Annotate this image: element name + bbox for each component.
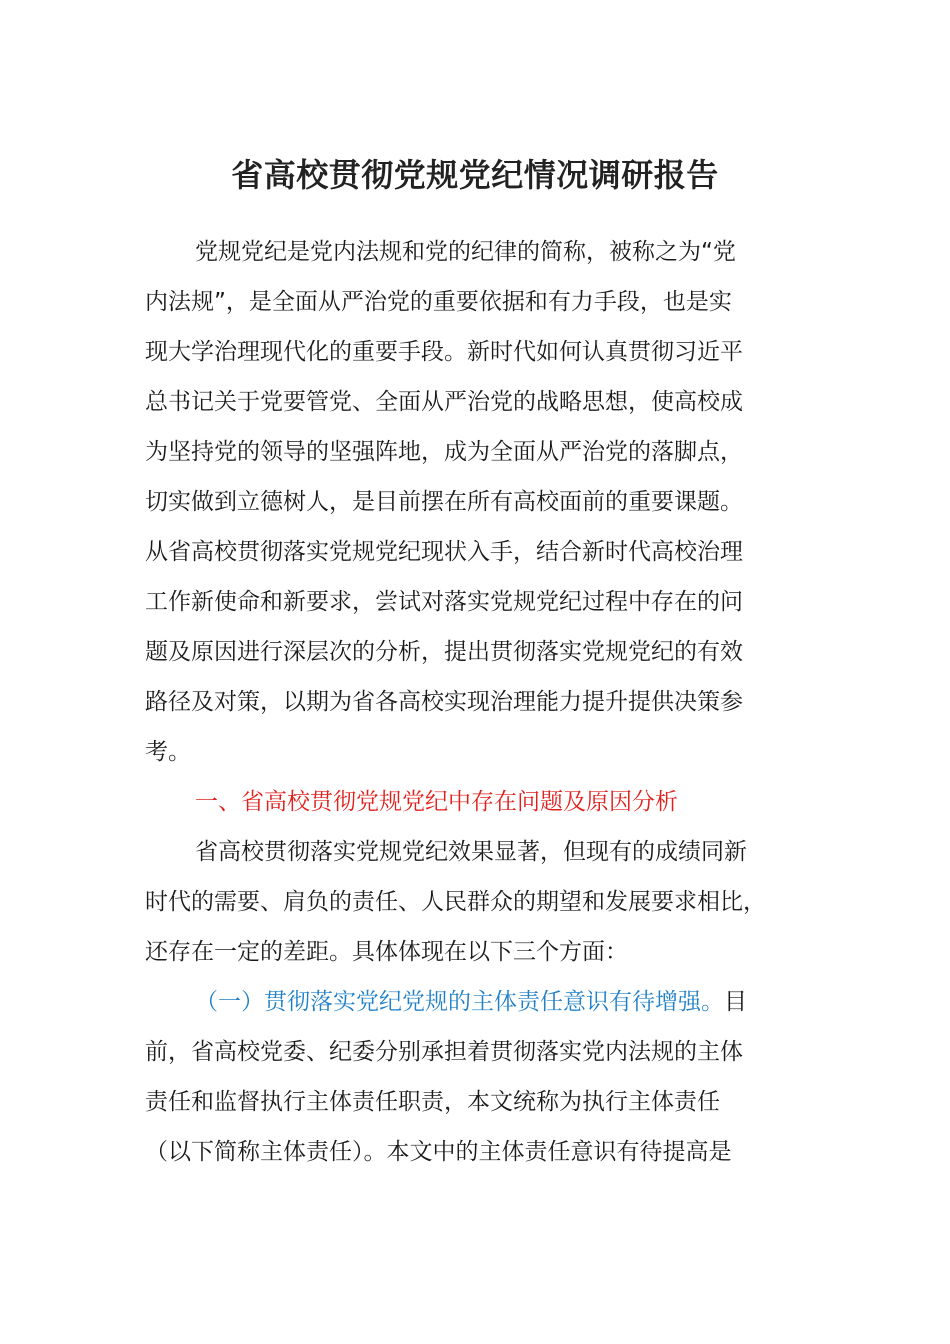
paragraph-line: 从省高校贯彻落实党规党纪现状入手，结合新时代高校治理 xyxy=(145,539,743,565)
paragraph-line: 时代的需要、肩负的责任、人民群众的期望和发展要求相比， xyxy=(145,889,766,915)
paragraph-line: 路径及对策，以期为省各高校实现治理能力提升提供决策参 xyxy=(145,689,743,715)
paragraph-line: 总书记关于党要管党、全面从严治党的战略思想，使高校成 xyxy=(145,389,743,415)
paragraph-line: 题及原因进行深层次的分析，提出贯彻落实党规党纪的有效 xyxy=(145,639,743,665)
section-heading: 一、省高校贯彻党规党纪中存在问题及原因分析 xyxy=(195,789,678,815)
document-title: 省高校贯彻党规党纪情况调研报告 xyxy=(231,156,719,194)
paragraph-line: 内法规”，是全面从严治党的重要依据和有力手段，也是实 xyxy=(145,289,732,315)
paragraph-line: 前，省高校党委、纪委分别承担着贯彻落实党内法规的主体 xyxy=(145,1039,743,1065)
paragraph-line: 工作新使命和新要求，尝试对落实党规党纪过程中存在的问 xyxy=(145,589,743,615)
paragraph-line: 考。 xyxy=(145,739,191,765)
document-body xyxy=(145,227,815,1177)
subsection-heading-tail: 目 xyxy=(724,989,747,1015)
paragraph-line: 责任和监督执行主体责任职责，本文统称为执行主体责任 xyxy=(145,1089,720,1115)
subsection-heading: （一）贯彻落实党纪党规的主体责任意识有待增强。 xyxy=(195,989,724,1015)
subsection-line xyxy=(145,977,815,1027)
paragraph-line: 为坚持党的领导的坚强阵地，成为全面从严治党的落脚点， xyxy=(145,439,743,465)
paragraph-line: 还存在一定的差距。具体体现在以下三个方面： xyxy=(145,939,628,965)
paragraph-line: 省高校贯彻落实党规党纪效果显著，但现有的成绩同新 xyxy=(195,839,747,865)
paragraph-line: 现大学治理现代化的重要手段。新时代如何认真贯彻习近平 xyxy=(145,339,743,365)
paragraph-line: 党规党纪是党内法规和党的纪律的简称，被称之为“党 xyxy=(195,239,736,265)
paragraph-line: （以下简称主体责任）。本文中的主体责任意识有待提高是 xyxy=(145,1139,732,1165)
paragraph-line: 切实做到立德树人，是目前摆在所有高校面前的重要课题。 xyxy=(145,489,743,515)
